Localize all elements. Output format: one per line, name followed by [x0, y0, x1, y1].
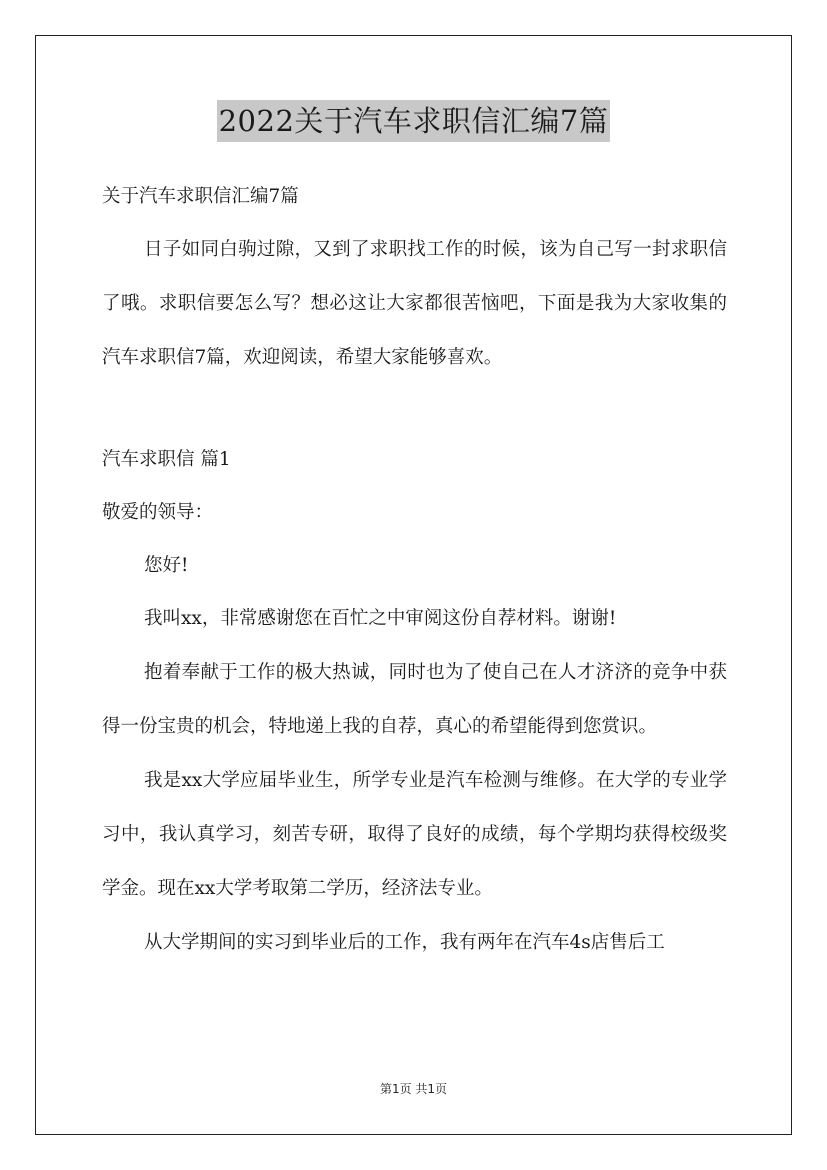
section-heading: 汽车求职信 篇1 [102, 449, 231, 470]
salutation: 敬爱的领导： [102, 502, 214, 523]
body-paragraph: 抱着奉献于工作的极大热诚，同时也为了使自己在人才济济的竞争中获得一份宝贵的机会，特地递上我的自荐，真心的希望能得到您赏识。 [102, 662, 727, 737]
document-subtitle: 关于汽车求职信汇编7篇 [102, 186, 299, 207]
intro-paragraph: 日子如同白驹过隙，又到了求职找工作的时候，该为自己写一封求职信了哦。求职信要怎么写？想必这让大家都很苦恼吧，下面是我为大家收集的汽车求职信7篇，欢迎阅读，希望大家能够喜欢。 [102, 239, 727, 368]
document-title-text: 2022关于汽车求职信汇编7篇 [217, 100, 611, 142]
body-paragraph: 从大学期间的实习到毕业后的工作，我有两年在汽车4s店售后工 [144, 932, 665, 953]
document-title [0, 100, 827, 142]
document-body [102, 170, 727, 970]
page-number: 第1页 共1页 [379, 1082, 448, 1096]
page-footer [0, 1080, 827, 1097]
body-paragraph: 我是xx大学应届毕业生，所学专业是汽车检测与维修。在大学的专业学习中，我认真学习，刻苦专研，取得了良好的成绩，每个学期均获得校级奖学金。现在xx大学考取第二学历，经济法专业。 [102, 770, 727, 899]
greeting: 您好! [144, 555, 189, 576]
body-paragraph: 我叫xx，非常感谢您在百忙之中审阅这份自荐材料。谢谢! [144, 608, 617, 629]
